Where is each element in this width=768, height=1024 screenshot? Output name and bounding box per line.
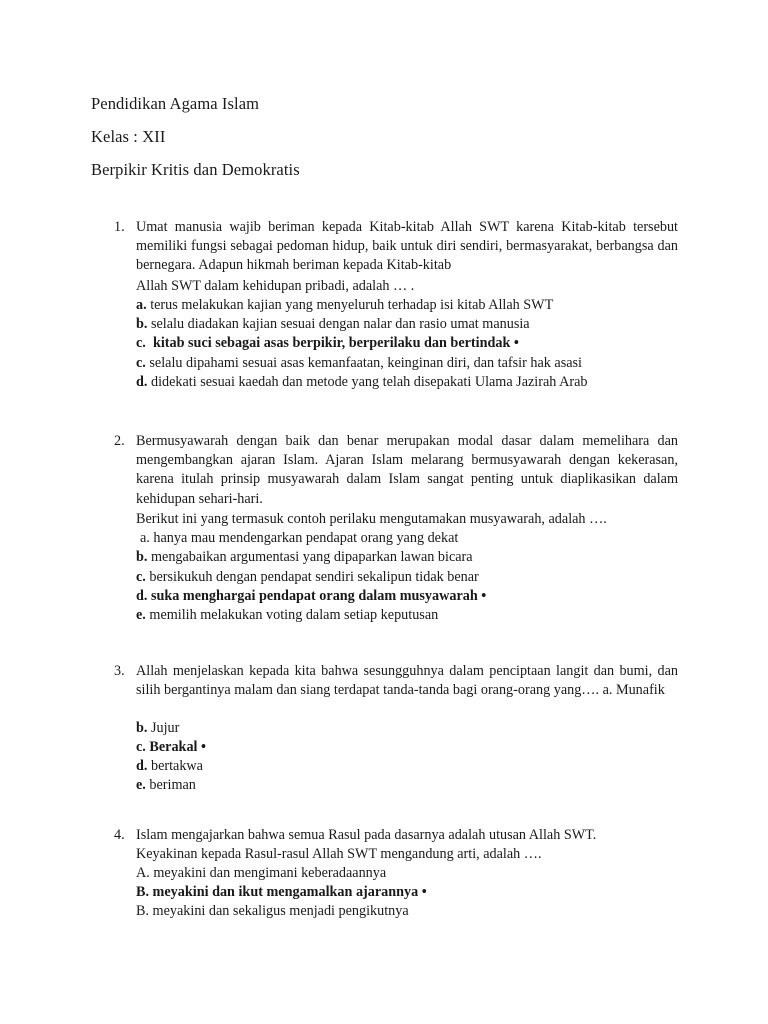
option-letter: e. xyxy=(136,607,146,623)
option-correct xyxy=(136,334,519,353)
option-letter: c. xyxy=(136,355,146,371)
option xyxy=(136,902,409,921)
question-number: 1. xyxy=(114,219,125,235)
option-text: terus melakukan kajian yang menyeluruh terhadap isi kitab Allah SWT xyxy=(150,297,554,313)
option-text: Jujur xyxy=(150,720,180,736)
option-letter: b. xyxy=(136,549,148,565)
option xyxy=(136,296,553,315)
option-text: A. meyakini dan mengimani keberadaannya xyxy=(136,865,387,881)
class-label: Kelas : XII xyxy=(91,127,166,146)
question-number: 3. xyxy=(114,663,125,679)
option-letter: a. xyxy=(140,530,150,546)
option-text: mengabaikan argumentasi yang dipaparkan lawan bicara xyxy=(150,549,473,565)
option-letter: c. xyxy=(136,335,146,351)
option-text: hanya mau mendengarkan pendapat orang yang dekat xyxy=(153,530,459,546)
option-letter: a. xyxy=(136,297,147,313)
option-letter: c. xyxy=(136,739,146,755)
option xyxy=(136,315,530,334)
option xyxy=(140,529,458,548)
option xyxy=(136,373,587,392)
option-text: didekati sesuai kaedah dan metode yang telah disepakati Ulama Jazirah Arab xyxy=(150,374,588,390)
option xyxy=(136,548,473,567)
option-text: bertakwa xyxy=(150,758,203,774)
option-text: beriman xyxy=(149,777,196,793)
option-text: selalu diadakan kajian sesuai dengan nalar dan rasio umat manusia xyxy=(150,316,530,332)
question-text: Bermusyawarah dengan baik dan benar merupakan modal dasar dalam memelihara dan mengembangkan ajaran Islam. Ajaran Islam melarang bermusyawarah dengan kekerasan, karena itulah prinsip musyawarah dalam Islam sangat penting untuk diaplikasikan dalam kehidupan sehari-hari. xyxy=(136,433,678,507)
option-correct xyxy=(136,883,427,902)
subject-title: Pendidikan Agama Islam xyxy=(91,94,260,113)
option-correct xyxy=(136,738,206,757)
option xyxy=(136,719,179,738)
option-letter: c. xyxy=(136,569,146,585)
option xyxy=(136,864,386,883)
option-correct xyxy=(136,587,486,606)
option-letter: d. xyxy=(136,374,148,390)
option-letter: e. xyxy=(136,777,146,793)
question-text: Umat manusia wajib beriman kepada Kitab-kitab Allah SWT karena Kitab-kitab tersebut memiliki fungsi sebagai pedoman hidup, baik untuk diri sendiri, bermasyarakat, berbangsa dan bernegara. Adapun hikmah beriman kepada Kitab-kitab xyxy=(136,219,678,274)
topic-title: Berpikir Kritis dan Demokratis xyxy=(91,160,300,179)
question-text: Allah menjelaskan kepada kita bahwa sesungguhnya dalam penciptaan langit dan bumi, dan silih bergantinya malam dan siang terdapat tanda-tanda bagi orang-orang yang…. a. Munafik xyxy=(136,663,678,699)
option-text: bersikukuh dengan pendapat sendiri sekalipun tidak benar xyxy=(149,569,479,585)
option xyxy=(136,606,438,625)
option-text: kitab suci sebagai asas berpikir, berperilaku dan bertindak • xyxy=(152,335,519,351)
option-letter: b. xyxy=(136,316,148,332)
option-text: suka menghargai pendapat orang dalam musyawarah • xyxy=(150,588,487,604)
option xyxy=(136,757,203,776)
option-text: memilih melakukan voting dalam setiap keputusan xyxy=(149,607,439,623)
option xyxy=(136,568,479,587)
option-text: selalu dipahami sesuai asas kemanfaatan, keinginan diri, dan tafsir hak asasi xyxy=(149,355,582,371)
option xyxy=(136,776,196,795)
option-letter: b. xyxy=(136,720,148,736)
option-letter: d. xyxy=(136,758,148,774)
option-text: B. meyakini dan ikut mengamalkan ajarannya • xyxy=(136,884,427,900)
question-number: 4. xyxy=(114,827,125,843)
question-prompt: Berikut ini yang termasuk contoh perilaku mengutamakan musyawarah, adalah …. xyxy=(136,511,607,527)
question-prompt: Allah SWT dalam kehidupan pribadi, adalah … . xyxy=(136,278,415,294)
question-text: Islam mengajarkan bahwa semua Rasul pada dasarnya adalah utusan Allah SWT. Keyakinan kepada Rasul-rasul Allah SWT mengandung arti, adalah …. xyxy=(136,827,597,863)
question-number: 2. xyxy=(114,433,125,449)
option-letter: d. xyxy=(136,588,148,604)
option xyxy=(136,354,582,373)
option-text: B. meyakini dan sekaligus menjadi pengikutnya xyxy=(136,903,409,919)
option-text: Berakal • xyxy=(149,739,206,755)
